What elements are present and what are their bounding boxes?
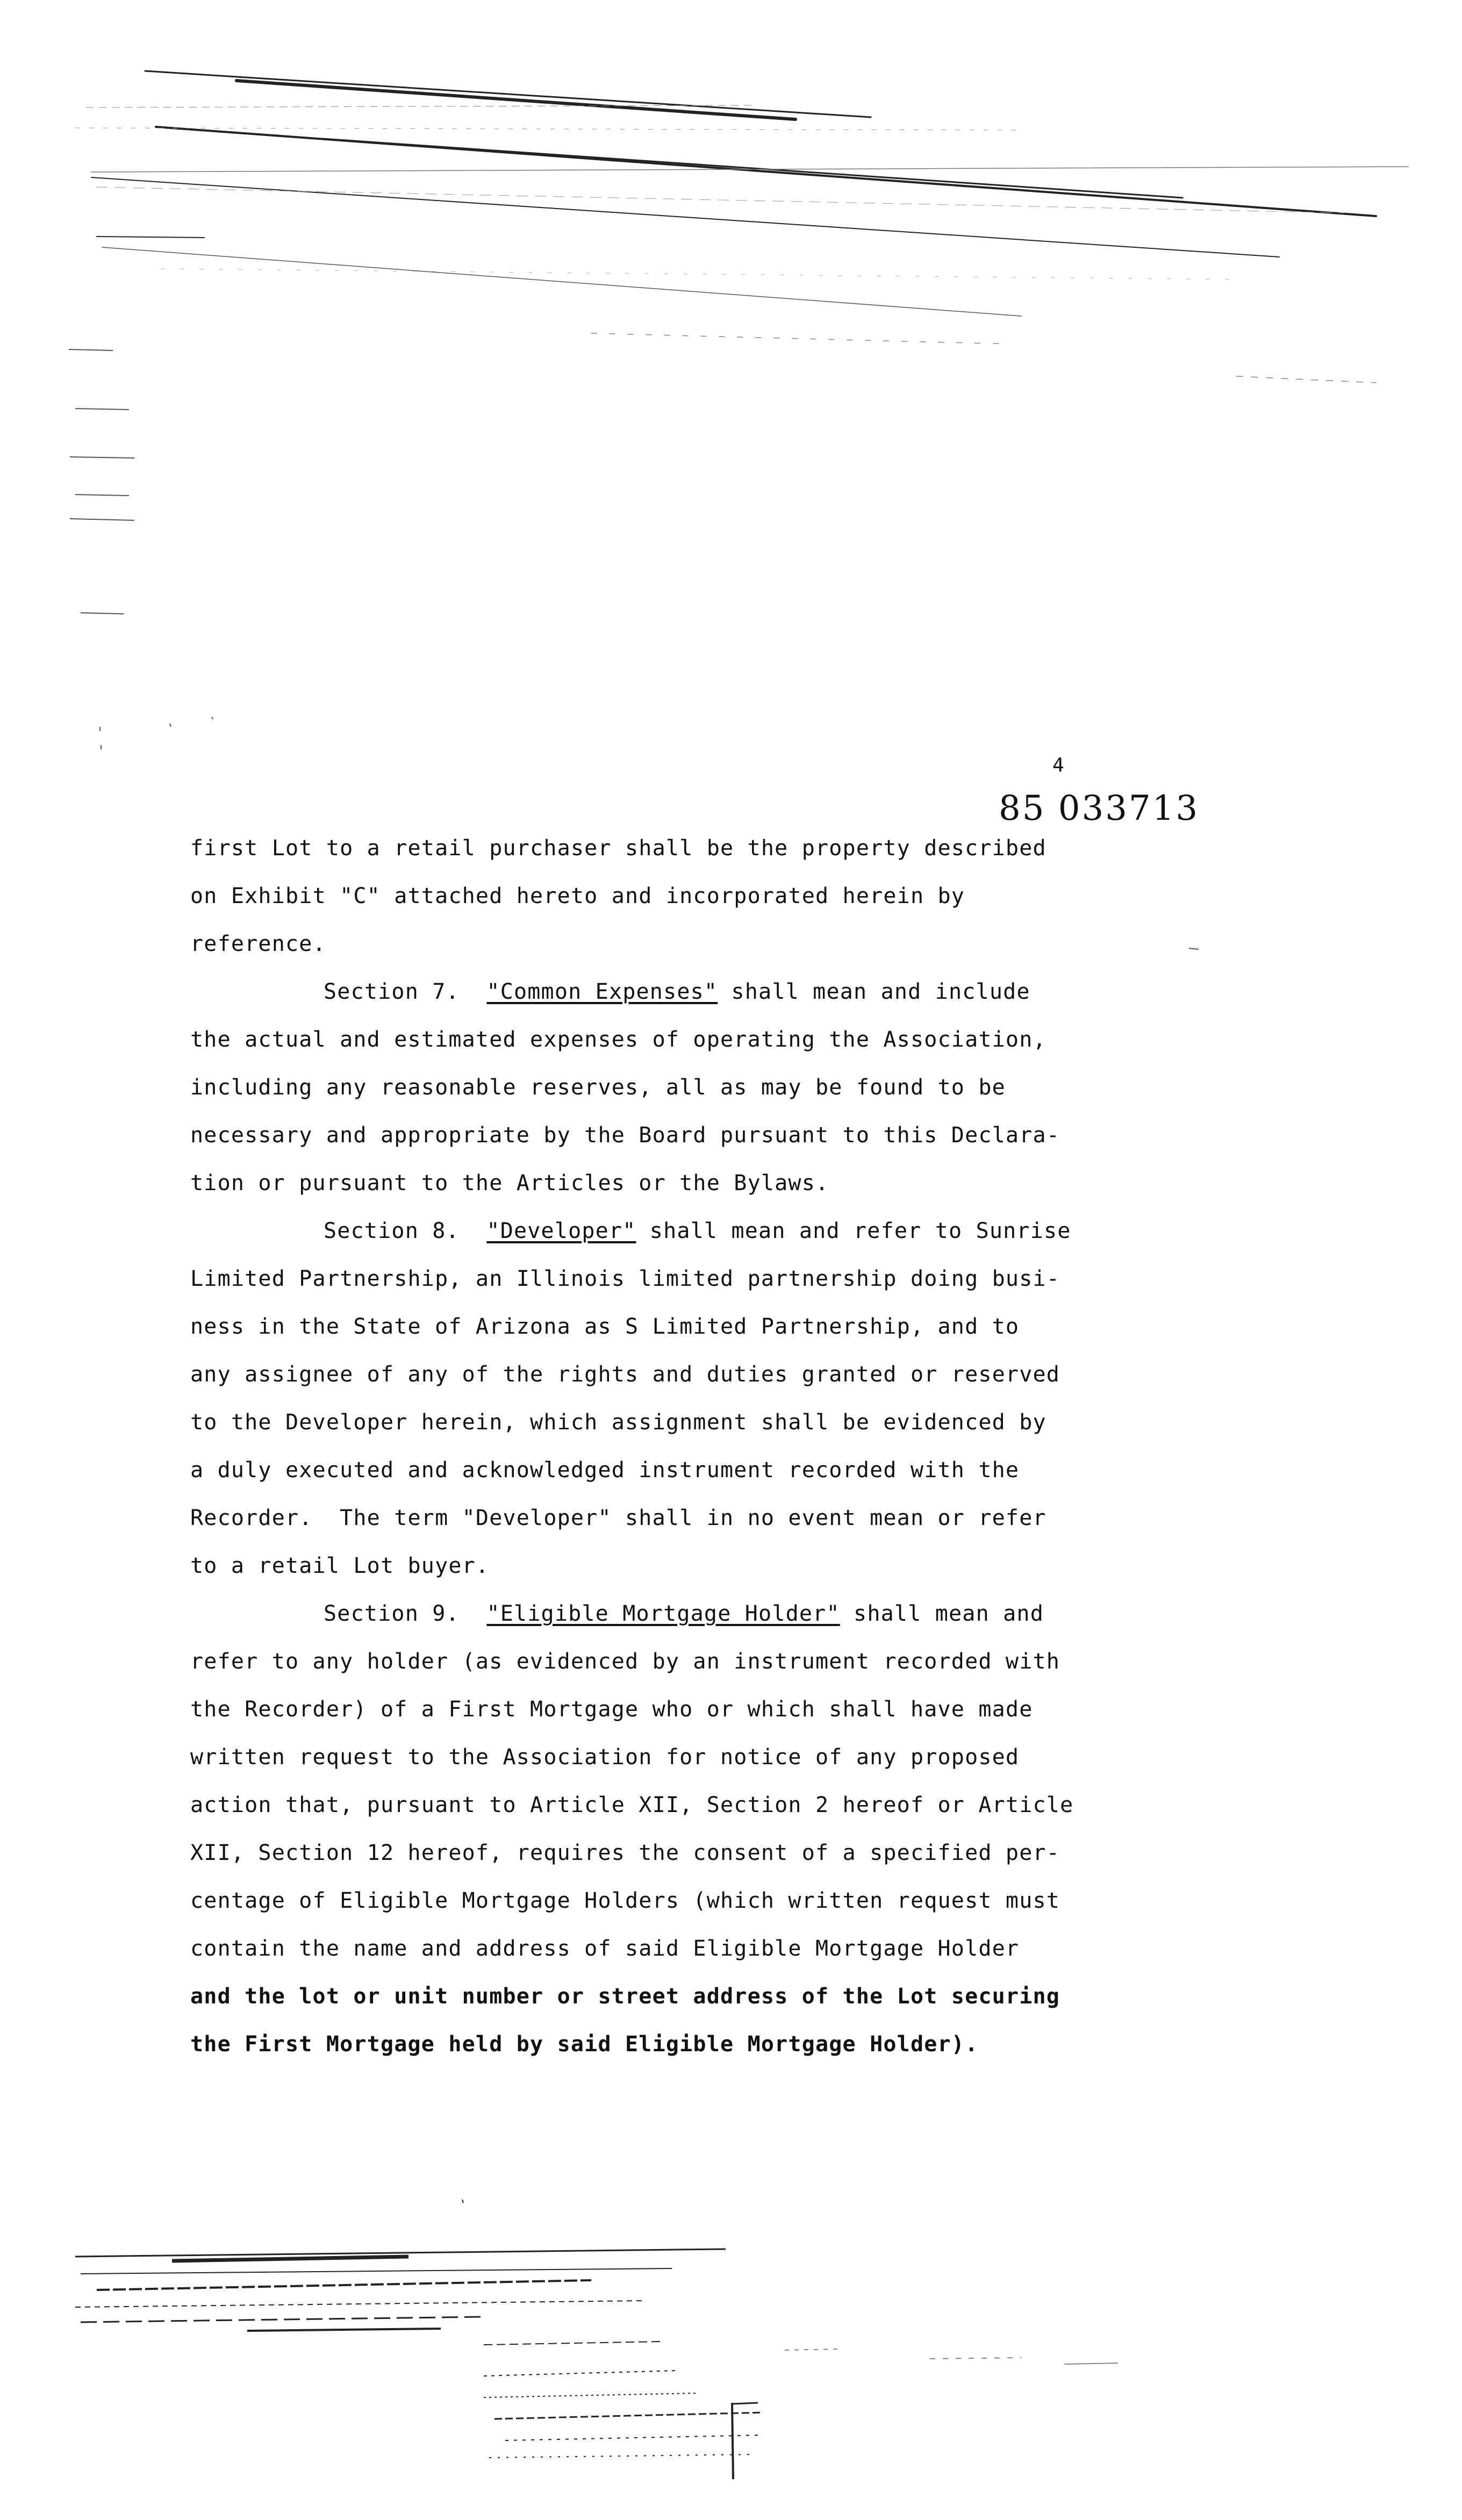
document-number: 85 033713	[999, 789, 1200, 828]
text-line: first Lot to a retail purchaser shall be the property described	[190, 836, 1047, 861]
text-fragment: shall mean and refer to Sunrise	[636, 1219, 1071, 1243]
term-developer: "Developer"	[486, 1219, 636, 1243]
section-7	[190, 968, 1179, 1207]
text-line: centage of Eligible Mortgage Holders (which written request must	[190, 1888, 1060, 1913]
text-line: the actual and estimated expenses of operating the Association,	[190, 1027, 1047, 1052]
text-line: necessary and appropriate by the Board pursuant to this Declara-	[190, 1123, 1060, 1148]
text-line: a duly executed and acknowledged instrument recorded with the	[190, 1458, 1020, 1483]
text-line: Limited Partnership, an Illinois limited partnership doing busi-	[190, 1266, 1060, 1291]
text-fragment: shall mean and	[840, 1601, 1044, 1626]
text-line: reference.	[190, 932, 326, 956]
section-7-first-line	[190, 968, 1179, 1016]
text-line: the Recorder) of a First Mortgage who or which shall have made	[190, 1697, 1033, 1722]
section-9	[190, 1590, 1179, 2068]
document-body	[190, 825, 1179, 2068]
section-8-label: Section 8.	[324, 1219, 460, 1243]
text-line: to the Developer herein, which assignment shall be evidenced by	[190, 1410, 1047, 1435]
text-line: and the lot or unit number or street address of the Lot securing	[190, 1984, 1060, 2009]
text-line: written request to the Association for notice of any proposed	[190, 1745, 1020, 1770]
section-9-label: Section 9.	[324, 1601, 460, 1626]
section-9-first-line	[190, 1590, 1179, 1638]
term-common-expenses: "Common Expenses"	[486, 979, 718, 1004]
text-line: ness in the State of Arizona as S Limited Partnership, and to	[190, 1314, 1020, 1339]
text-fragment: shall mean and include	[718, 979, 1030, 1004]
text-line: tion or pursuant to the Articles or the Bylaws.	[190, 1171, 829, 1195]
term-eligible-mortgage-holder: "Eligible Mortgage Holder"	[486, 1601, 840, 1626]
text-line: action that, pursuant to Article XII, Section 2 hereof or Article	[190, 1793, 1074, 1817]
text-line: XII, Section 12 hereof, requires the consent of a specified per-	[190, 1841, 1060, 1865]
top-scan-streaks	[75, 71, 1408, 383]
text-line: contain the name and address of said Eligible Mortgage Holder	[190, 1936, 1020, 1961]
section-7-label: Section 7.	[324, 979, 460, 1004]
text-line: Recorder. The term "Developer" shall in no event mean or refer	[190, 1506, 1047, 1530]
section-8	[190, 1207, 1179, 1590]
page-number: 4	[1052, 754, 1064, 776]
text-line: any assignee of any of the rights and duties granted or reserved	[190, 1362, 1060, 1387]
text-line: the First Mortgage held by said Eligible Mortgage Holder).	[190, 2032, 979, 2057]
text-line: including any reasonable reserves, all as may be found to be	[190, 1075, 1006, 1100]
bottom-scan-noise	[75, 2200, 1118, 2479]
text-line: on Exhibit "C" attached hereto and incorporated herein by	[190, 884, 965, 908]
text-line: to a retail Lot buyer.	[190, 1553, 490, 1578]
paragraph-continuation	[190, 825, 1179, 968]
section-8-first-line	[190, 1207, 1179, 1255]
text-line: refer to any holder (as evidenced by an instrument recorded with	[190, 1649, 1060, 1674]
